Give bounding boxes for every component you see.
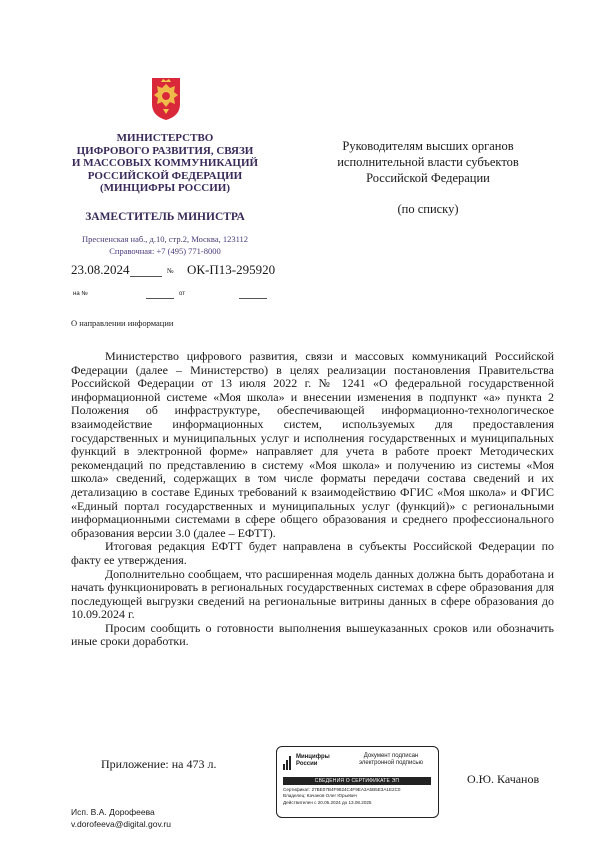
ministry-line: ЦИФРОВОГО РАЗВИТИЯ, СВЯЗИ — [76, 144, 254, 157]
recipient-note: (по списку) — [397, 202, 459, 216]
body-paragraph: Просим сообщить о готовности выполнения вышеуказанных сроков или обозначить иные сроки доработки. — [71, 620, 554, 649]
date-underline — [130, 276, 162, 277]
stamp-title — [351, 753, 431, 767]
recipient-block — [318, 138, 538, 186]
stamp-title-line: электронной подписью — [358, 760, 424, 766]
ref-date-line — [239, 298, 267, 299]
phone-line: Справочная: +7 (495) 771-8000 — [109, 246, 221, 256]
executor-email[interactable]: v.dorofeeva@digital.gov.ru — [71, 819, 171, 829]
ministry-line: (МИНЦИФРЫ РОССИИ) — [100, 182, 230, 194]
body-paragraph: Итоговая редакция ЕФТТ будет направлена в субъекты Российской Федерации по факту ее утверждения. — [71, 539, 554, 567]
recipient-line: Российской Федерации — [366, 171, 490, 185]
coat-of-arms-icon — [148, 76, 184, 122]
letter-body — [71, 350, 554, 649]
stamp-band: СВЕДЕНИЯ О СЕРТИФИКАТЕ ЭП — [283, 777, 431, 785]
stamp-org-line: России — [296, 761, 318, 767]
subject-line: О направлении информации — [71, 318, 174, 328]
ministry-line: И МАССОВЫХ КОММУНИКАЦИЙ — [71, 157, 259, 169]
signer-name: О.Ю. Качанов — [467, 772, 540, 786]
executor-name: Исп. В.А. Дорофеева — [71, 807, 155, 817]
ministry-line: РОССИЙСКОЙ ФЕДЕРАЦИИ — [87, 169, 243, 182]
ref-number-line — [146, 298, 174, 299]
ref-number-label: на № — [73, 291, 88, 297]
ministry-name — [60, 132, 270, 195]
attachment-note: Приложение: на 473 л. — [101, 757, 217, 771]
stamp-row: Сертификат: 27BE07B4F9824C4F9EA3A5B5E3A1E2C0 — [283, 787, 401, 792]
bars-icon — [283, 754, 293, 770]
stamp-row: Владелец: Качанов Олег Юрьевич — [283, 793, 357, 799]
recipient-line: исполнительной власти субъектов — [337, 155, 519, 169]
number-label: № — [167, 267, 174, 275]
ministry-line: МИНИСТЕРСТВО — [116, 132, 214, 144]
recipient-line: Руководителям высших органов — [342, 139, 514, 153]
stamp-org-line: Минцифры — [296, 754, 330, 760]
e-signature-stamp — [276, 746, 439, 818]
address-line: Пресненская наб., д.10, стр.2, Москва, 123112 — [81, 234, 249, 244]
body-paragraph: Дополнительно сообщаем, что расширенная модель данных должна быть доработана и начать функционировать в региональных государственных системах в сфере образования для последующей выгрузки сведений на региональные витрины данных в сфере образования до 10.09.2024 г. — [71, 566, 554, 622]
ministry-logo-icon — [283, 752, 345, 774]
registration-number: ОК-П13-295920 — [187, 262, 276, 277]
stamp-org — [296, 754, 330, 768]
stamp-title-line: Документ подписан — [363, 753, 419, 759]
ref-date-label: от — [179, 291, 185, 297]
position-title: ЗАМЕСТИТЕЛЬ МИНИСТРА — [85, 211, 245, 223]
registration-date: 23.08.2024 — [71, 262, 130, 277]
stamp-details — [283, 787, 433, 806]
body-paragraph: Министерство цифрового развития, связи и массовых коммуникаций Российской Федерации (далее – Министерство) в целях реализации постановления Правительства Российской Федерации от 13 июля 2022 г. № 1241 «О федеральной государственной информационной системе «Моя школа» и внесении изменения в подпункт «а» пункта 2 Положения об инфраструктуре, обеспечивающей информационно-технологическое взаимодействие информационных систем, используемых для предоставления государственных и муниципальных услуг и исполнения государственных и муниципальных функций в электронной форме» направляет для учета в работе проект Методических рекомендаций по представлению в систему «Моя школа» и получению из системы «Моя школа» сведений, содержащих в том числе форматы передачи состава сведений и их детализацию в составе Единых требований к взаимодействию ФГИС «Моя школа» и ФГИС «Единый портал государственных и муниципальных услуг (функций)» с региональными информационными системами в сфере общего образования и среднего профессионального образования версии 3.0 (далее – ЕФТТ). — [71, 349, 554, 540]
ministry-address — [60, 233, 270, 257]
stamp-row: Действителен с 20.05.2024 до 13.08.2025 — [283, 799, 372, 805]
executor-block — [71, 806, 171, 830]
